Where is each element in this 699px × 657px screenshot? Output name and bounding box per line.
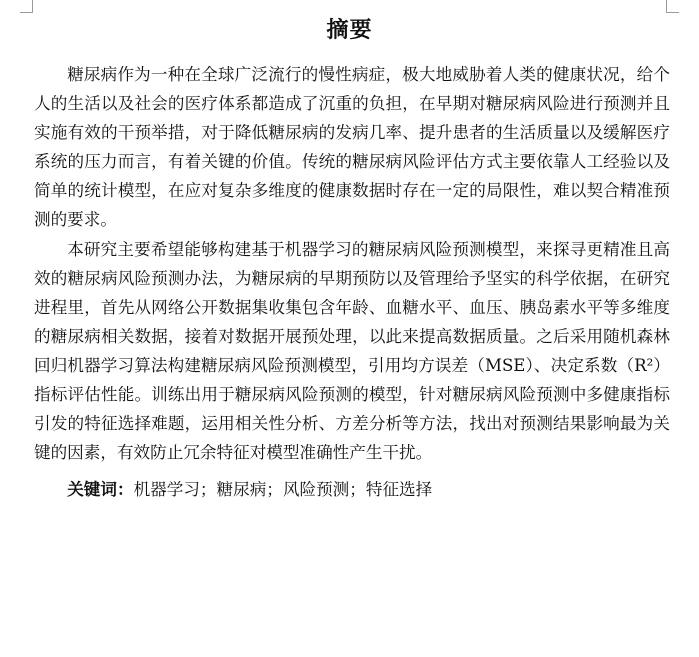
abstract-paragraph-1: 糖尿病作为一种在全球广泛流行的慢性病症，极大地威胁着人类的健康状况，给个人的生活以及社会的医疗体系都造成了沉重的负担，在早期对糖尿病风险进行预测并且实施有效的干预举措，对于降低糖尿病的发病几率、提升患者的生活质量以及缓解医疗系统的压力而言，有着关键的价值。传统的糖尿病风险评估方式主要依靠人工经验以及简单的统计模型，在应对复杂多维度的健康数据时存在一定的局限性，难以契合精准预测的要求。: [34, 65, 670, 230]
keywords-label: 关键词：: [67, 479, 134, 500]
crop-mark-top-left: [20, 0, 33, 13]
crop-mark-top-right: [666, 0, 679, 13]
keywords-line: [34, 475, 670, 504]
abstract-body: [34, 60, 670, 504]
abstract-title: 摘要: [326, 18, 373, 43]
keywords-text: 机器学习；糖尿病；风险预测；特征选择: [133, 480, 433, 500]
abstract-paragraph-2: 本研究主要希望能够构建基于机器学习的糖尿病风险预测模型，来探寻更精准且高效的糖尿病风险预测办法，为糖尿病的早期预防以及管理给予坚实的科学依据，在研究进程里，首先从网络公开数据集收集包含年龄、血糖水平、血压、胰岛素水平等多维度的糖尿病相关数据，接着对数据开展预处理，以此来提高数据质量。之后采用随机森林回归机器学习算法构建糖尿病风险预测模型，引用均方误差（MSE）、决定系数（R²）指标评估性能。训练出用于糖尿病风险预测的模型，针对糖尿病风险预测中多健康指标引发的特征选择难题，运用相关性分析、方差分析等方法，找出对预测结果影响最为关键的因素，有效防止冗余特征对模型准确性产生干扰。: [34, 239, 670, 463]
